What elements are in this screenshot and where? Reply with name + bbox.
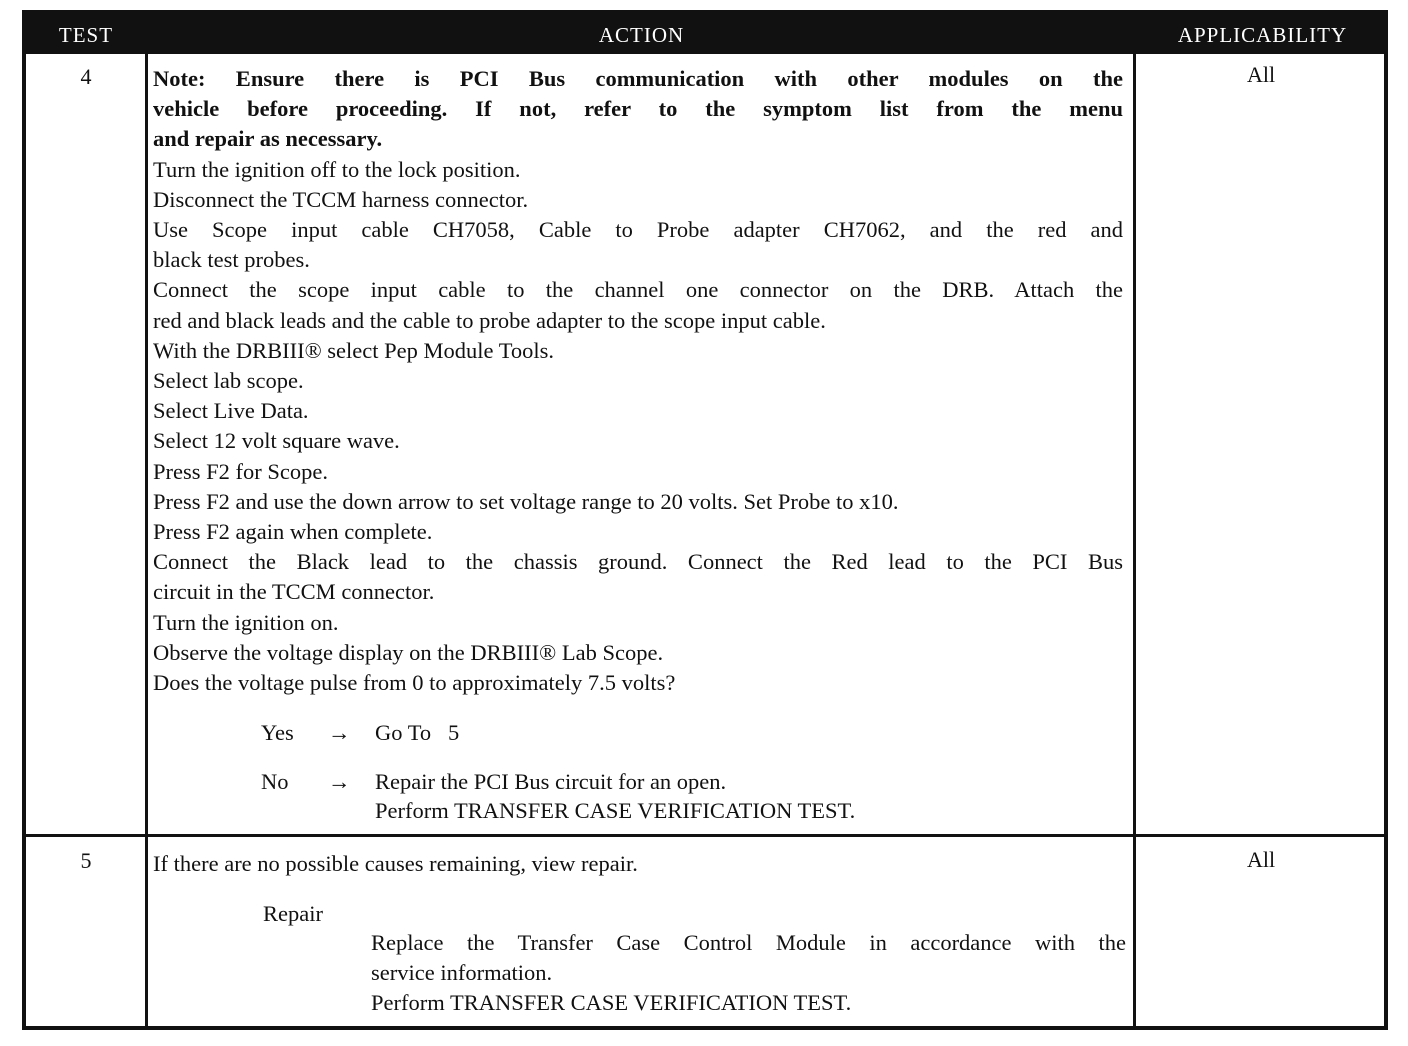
no-arrow-icon: → [328,769,351,794]
note-line: Note: Ensure there is PCI Bus communication with other modules on the [153,66,1123,91]
action-line: circuit in the TCCM connector. [153,579,435,605]
row-4-applicability: All [1246,62,1276,87]
action-line: Use Scope input cable CH7058, Cable to Probe adapter CH7062, and the red and [153,217,1123,243]
action-line: black test probes. [153,247,310,273]
yes-label: Yes [261,720,294,745]
action-line: With the DRBIII® select Pep Module Tools. [153,337,555,363]
note-line: and repair as necessary. [153,126,383,152]
action-line: Disconnect the TCCM harness connector. [153,186,529,212]
action-line: Press F2 again when complete. [153,519,433,545]
header-test: TEST [58,23,114,47]
repair-label: Repair [263,901,323,926]
action-line: Select Live Data. [153,398,309,424]
row-5-applicability: All [1246,847,1276,872]
no-repair-text: Repair the PCI Bus circuit for an open. [375,769,727,794]
action-line: Press F2 for Scope. [153,458,328,484]
diagnostic-table [22,10,1388,1030]
table-header [26,14,1384,54]
no-verification-text: Perform TRANSFER CASE VERIFICATION TEST. [375,798,856,823]
yes-arrow-icon: → [328,720,351,745]
repair-line: Replace the Transfer Case Control Module in accordance with the [371,930,1126,955]
row-5-action [153,849,1123,879]
action-line: Connect the Black lead to the chassis ground. Connect the Red lead to the PCI Bus [153,549,1123,575]
action-line: Connect the scope input cable to the channel one connector on the DRB. Attach the [153,277,1123,303]
column-divider-left [145,54,148,1026]
yes-goto: Go To 5 [375,720,460,745]
column-divider-right [1133,54,1136,1026]
action-line: red and black leads and the cable to probe adapter to the scope input cable. [153,307,826,333]
action-line: Observe the voltage display on the DRBIII® Lab Scope. [153,639,664,665]
no-label: No [261,769,289,794]
repair-line: service information. [371,960,553,985]
row-5-test-number: 5 [80,848,92,873]
action-line: Turn the ignition on. [153,609,339,635]
action-line: Turn the ignition off to the lock position. [153,156,521,182]
header-action: ACTION [598,23,685,47]
note-line: vehicle before proceeding. If not, refer to the symptom list from the menu [153,96,1123,122]
action-line: Does the voltage pulse from 0 to approximately 7.5 volts? [153,670,676,696]
header-applicability: APPLICABILITY [1177,23,1348,47]
action-line: If there are no possible causes remaining, view repair. [153,851,638,876]
action-line: Select 12 volt square wave. [153,428,400,454]
row-divider [26,834,1384,837]
row-4-action [153,64,1123,698]
repair-verification-line: Perform TRANSFER CASE VERIFICATION TEST. [371,990,852,1015]
action-line: Press F2 and use the down arrow to set voltage range to 20 volts. Set Probe to x10. [153,488,899,514]
action-line: Select lab scope. [153,368,304,394]
row-4-test-number: 4 [80,64,92,89]
